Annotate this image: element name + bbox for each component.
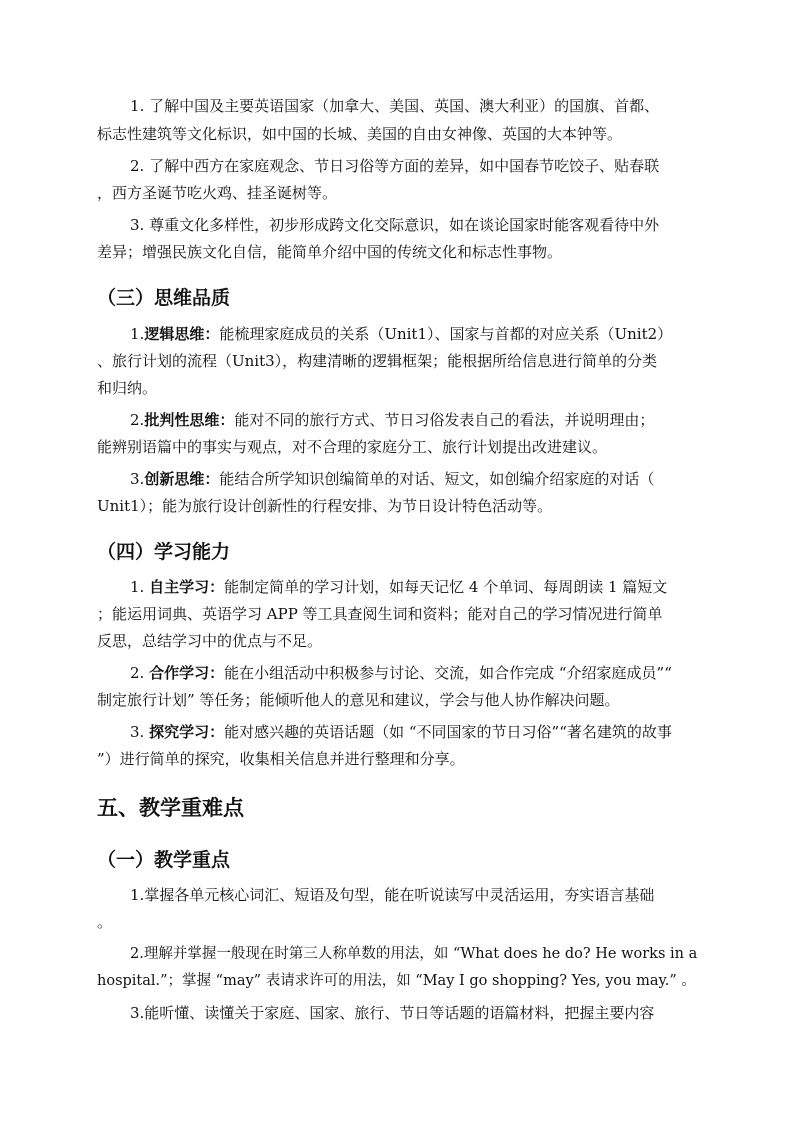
- thinking-item-1-line-2: 、旅行计划的流程（Unit3），构建清晰的逻辑框架；能根据所给信息进行简单的分类: [97, 352, 658, 370]
- term-cooperative-learning: 合作学习：: [149, 664, 225, 682]
- section-heading-key-points: （一）教学重点: [97, 849, 231, 871]
- section-heading-learning: （四）学习能力: [97, 541, 231, 563]
- culture-item-1-line-1: 1. 了解中国及主要英语国家（加拿大、美国、英国、澳大利亚）的国旗、首都、: [130, 97, 660, 115]
- learning-item-1-line-2: ；能运用词典、英语学习 APP 等工具查阅生词和资料；能对自己的学习情况进行简单: [97, 605, 663, 623]
- key-item-1-line-1: 1.掌握各单元核心词汇、短语及句型，能在听说读写中灵活运用，夯实语言基础: [130, 886, 655, 904]
- term-logical-thinking: 逻辑思维：: [144, 325, 220, 343]
- term-critical-thinking: 批判性思维：: [144, 411, 235, 429]
- learning-item-3-line-1: [130, 722, 672, 742]
- item-number: 2.: [130, 411, 145, 429]
- item-number: 3.: [130, 723, 145, 741]
- item-number: 1.: [130, 325, 145, 343]
- culture-item-3-line-2: 差异；增强民族文化自信，能简单介绍中国的传统文化和标志性事物。: [97, 243, 563, 261]
- thinking-item-2-line-2: 能辨别语篇中的事实与观点，对不合理的家庭分工、旅行计划提出改进建议。: [97, 438, 608, 456]
- culture-item-1-line-2: 标志性建筑等文化标识，如中国的长城、美国的自由女神像、英国的大本钟等。: [97, 125, 623, 143]
- key-item-1-line-2: 。: [97, 913, 113, 931]
- thinking-item-3-line-1: [130, 469, 654, 489]
- item-text: 能对感兴趣的英语话题（如 “不同国家的节日习俗”“著名建筑的故事: [224, 723, 672, 741]
- key-item-2-line-2: hospital.”；掌握 “may” 表请求许可的用法，如 “May I go shopping? Yes, you may.” 。: [97, 973, 696, 989]
- learning-item-1-line-1: [130, 577, 667, 597]
- item-number: 1.: [130, 578, 145, 596]
- term-inquiry-learning: 探究学习：: [149, 723, 225, 741]
- thinking-item-3-line-2: Unit1）；能为旅行设计创新性的行程安排、为节日设计特色活动等。: [97, 497, 553, 515]
- key-item-3-line-1: 3.能听懂、读懂关于家庭、国家、旅行、节日等话题的语篇材料，把握主要内容: [130, 1004, 655, 1022]
- section-heading-thinking: （三）思维品质: [97, 287, 231, 309]
- chapter-heading-key-points: 五、教学重难点: [97, 795, 244, 820]
- culture-item-2-line-2: ，西方圣诞节吃火鸡、挂圣诞树等。: [97, 184, 338, 202]
- item-text: 能结合所学知识创编简单的对话、短文，如创编介绍家庭的对话（: [219, 470, 655, 488]
- key-item-2-line-1: 2.理解并掌握一般现在时第三人称单数的用法，如 “What does he do? He works in a: [130, 946, 698, 962]
- item-text: 能梳理家庭成员的关系（Unit1）、国家与首都的对应关系（Unit2）: [219, 325, 673, 343]
- learning-item-2-line-1: [130, 663, 672, 683]
- item-text: 能对不同的旅行方式、节日习俗发表自己的看法，并说明理由；: [234, 411, 655, 429]
- culture-item-2-line-1: 2. 了解中西方在家庭观念、节日习俗等方面的差异，如中国春节吃饺子、贴春联: [130, 157, 660, 175]
- culture-item-3-line-1: 3. 尊重文化多样性，初步形成跨文化交际意识，如在谈论国家时能客观看待中外: [130, 216, 660, 234]
- learning-item-1-line-3: 反思，总结学习中的优点与不足。: [97, 632, 323, 650]
- learning-item-3-line-2: ”）进行简单的探究，收集相关信息并进行整理和分享。: [97, 750, 465, 768]
- item-number: 2.: [130, 664, 145, 682]
- item-number: 3.: [130, 470, 145, 488]
- learning-item-2-line-2: 制定旅行计划” 等任务；能倾听他人的意见和建议，学会与他人协作解决问题。: [97, 691, 620, 709]
- thinking-item-1-line-3: 和归纳。: [97, 379, 158, 397]
- thinking-item-1-line-1: [130, 324, 672, 344]
- term-self-learning: 自主学习：: [149, 578, 225, 596]
- item-text: 能在小组活动中积极参与讨论、交流，如合作完成 “介绍家庭成员”“: [224, 664, 672, 682]
- term-creative-thinking: 创新思维：: [144, 470, 220, 488]
- thinking-item-2-line-1: [130, 410, 654, 430]
- item-text: 能制定简单的学习计划，如每天记忆 4 个单词、每周朗读 1 篇短文: [224, 578, 668, 596]
